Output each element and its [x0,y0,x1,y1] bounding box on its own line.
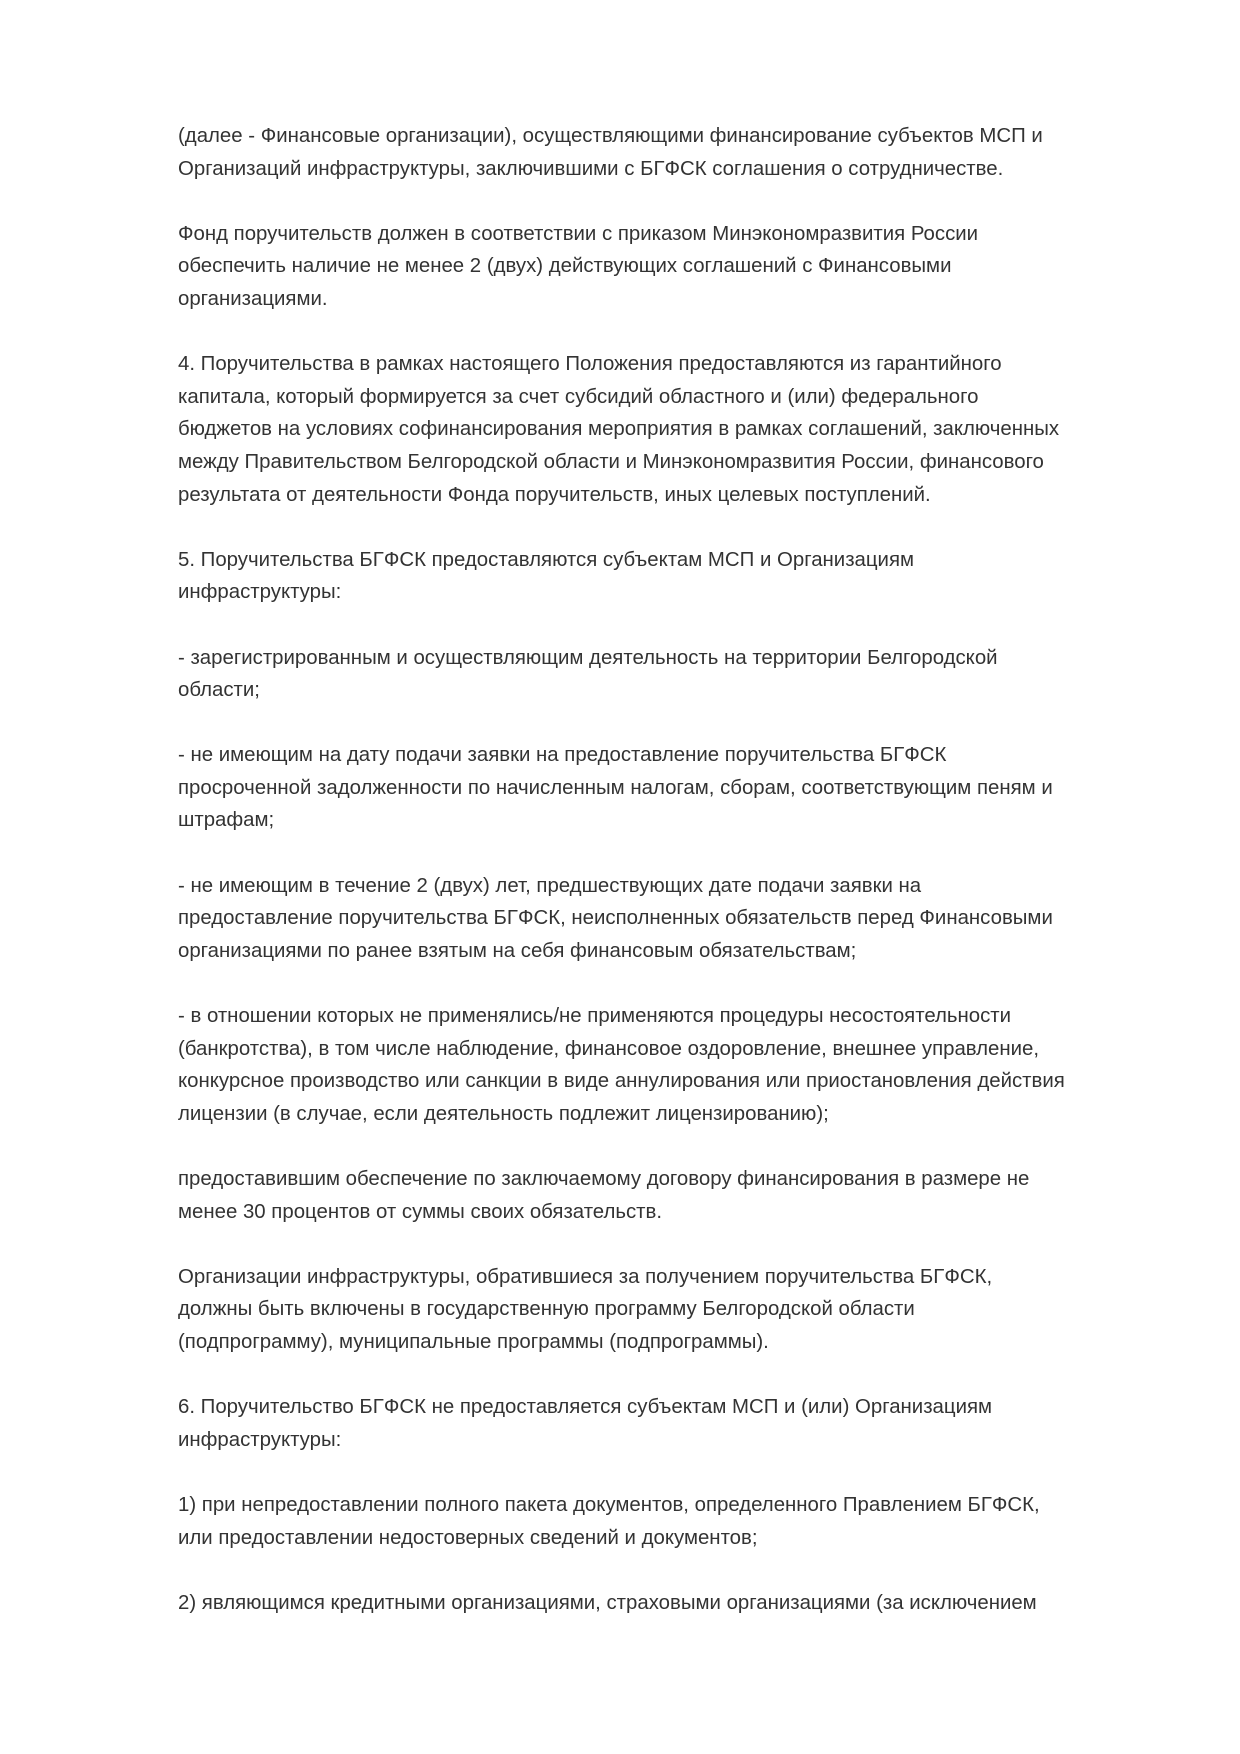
paragraph-section-5 [178,544,1153,609]
text-line: 5. Поручительства БГФСК предоставляются субъектам МСП и Организациям [178,548,915,571]
text-line: обеспечить наличие не менее 2 (двух) действующих соглашений с Финансовыми [178,255,952,278]
text-line: капитала, который формируется за счет субсидий областного и (или) федерального [178,385,979,408]
text-line: - зарегистрированным и осуществляющим деятельность на территории Белгородской [178,646,998,669]
text-line: предоставление поручительства БГФСК, неисполненных обязательств перед Финансовыми [178,907,1053,930]
text-line: (подпрограмму), муниципальные программы (подпрограммы). [178,1330,769,1353]
list-item-registered [178,642,1153,707]
text-line: 1) при непредоставлении полного пакета документов, определенного Правлением БГФСК, [178,1493,1040,1516]
text-line: должны быть включены в государственную программу Белгородской области [178,1298,915,1321]
paragraph-fund-agreements [178,218,1153,316]
text-line: Фонд поручительств должен в соответствии с приказом Минэкономразвития России [178,222,979,245]
text-line: бюджетов на условиях софинансирования мероприятия в рамках соглашений, заключенных [178,418,1060,441]
text-line: (банкротства), в том числе наблюдение, финансовое оздоровление, внешнее управление, [178,1037,1040,1060]
text-line: инфраструктуры: [178,581,342,604]
text-line: Организации инфраструктуры, обратившиеся за получением поручительства БГФСК, [178,1265,993,1288]
text-line: организациями по ранее взятым на себя финансовым обязательствам; [178,939,857,962]
list-item-1-incomplete-docs [178,1489,1153,1554]
text-line: предоставившим обеспечение по заключаемому договору финансирования в размере не [178,1168,1030,1190]
text-line: организациями. [178,287,328,310]
list-item-no-tax-debt [178,739,1153,837]
text-line: (далее - Финансовые организации), осуществляющими финансирование субъектов МСП и [178,125,1043,147]
text-line: 4. Поручительства в рамках настоящего Положения предоставляются из гарантийного [178,353,1002,376]
list-item-no-bankruptcy [178,1000,1153,1130]
text-line: лицензии (в случае, если деятельность подлежит лицензированию); [178,1102,829,1125]
text-line: 2) являющимся кредитными организациями, страховыми организациями (за исключением [178,1591,1037,1614]
text-line: - не имеющим в течение 2 (двух) лет, предшествующих дате подачи заявки на [178,874,922,897]
text-line: конкурсное производство или санкции в виде аннулирования или приостановления действия [178,1070,1065,1093]
text-line: области; [178,679,260,702]
text-line: - не имеющим на дату подачи заявки на предоставление поручительства БГФСК [178,744,947,767]
paragraph-infrastructure-orgs [178,1261,1153,1359]
list-item-collateral [178,1163,1153,1228]
text-line: менее 30 процентов от суммы своих обязательств. [178,1200,663,1223]
paragraph-financial-orgs [178,120,1153,185]
text-line: 6. Поручительство БГФСК не предоставляется субъектам МСП и (или) Организациям [178,1396,993,1419]
paragraph-section-4 [178,348,1153,511]
paragraph-section-6 [178,1391,1153,1456]
document-page [178,120,1153,1652]
text-line: штрафам; [178,809,275,832]
text-line: Организаций инфраструктуры, заключившими с БГФСК соглашения о сотрудничестве. [178,157,1004,180]
list-item-2-credit-orgs [178,1587,1153,1620]
text-line: между Правительством Белгородской области и Минэкономразвития России, финансового [178,450,1044,473]
text-line: результата от деятельности Фонда поручительств, иных целевых поступлений. [178,483,931,506]
list-item-no-unfulfilled-obligations [178,870,1153,968]
text-line: инфраструктуры: [178,1428,342,1451]
text-line: - в отношении которых не применялись/не применяются процедуры несостоятельности [178,1005,1012,1028]
text-line: просроченной задолженности по начисленным налогам, сборам, соответствующим пеням и [178,776,1053,799]
text-line: или предоставлении недостоверных сведений и документов; [178,1526,758,1549]
